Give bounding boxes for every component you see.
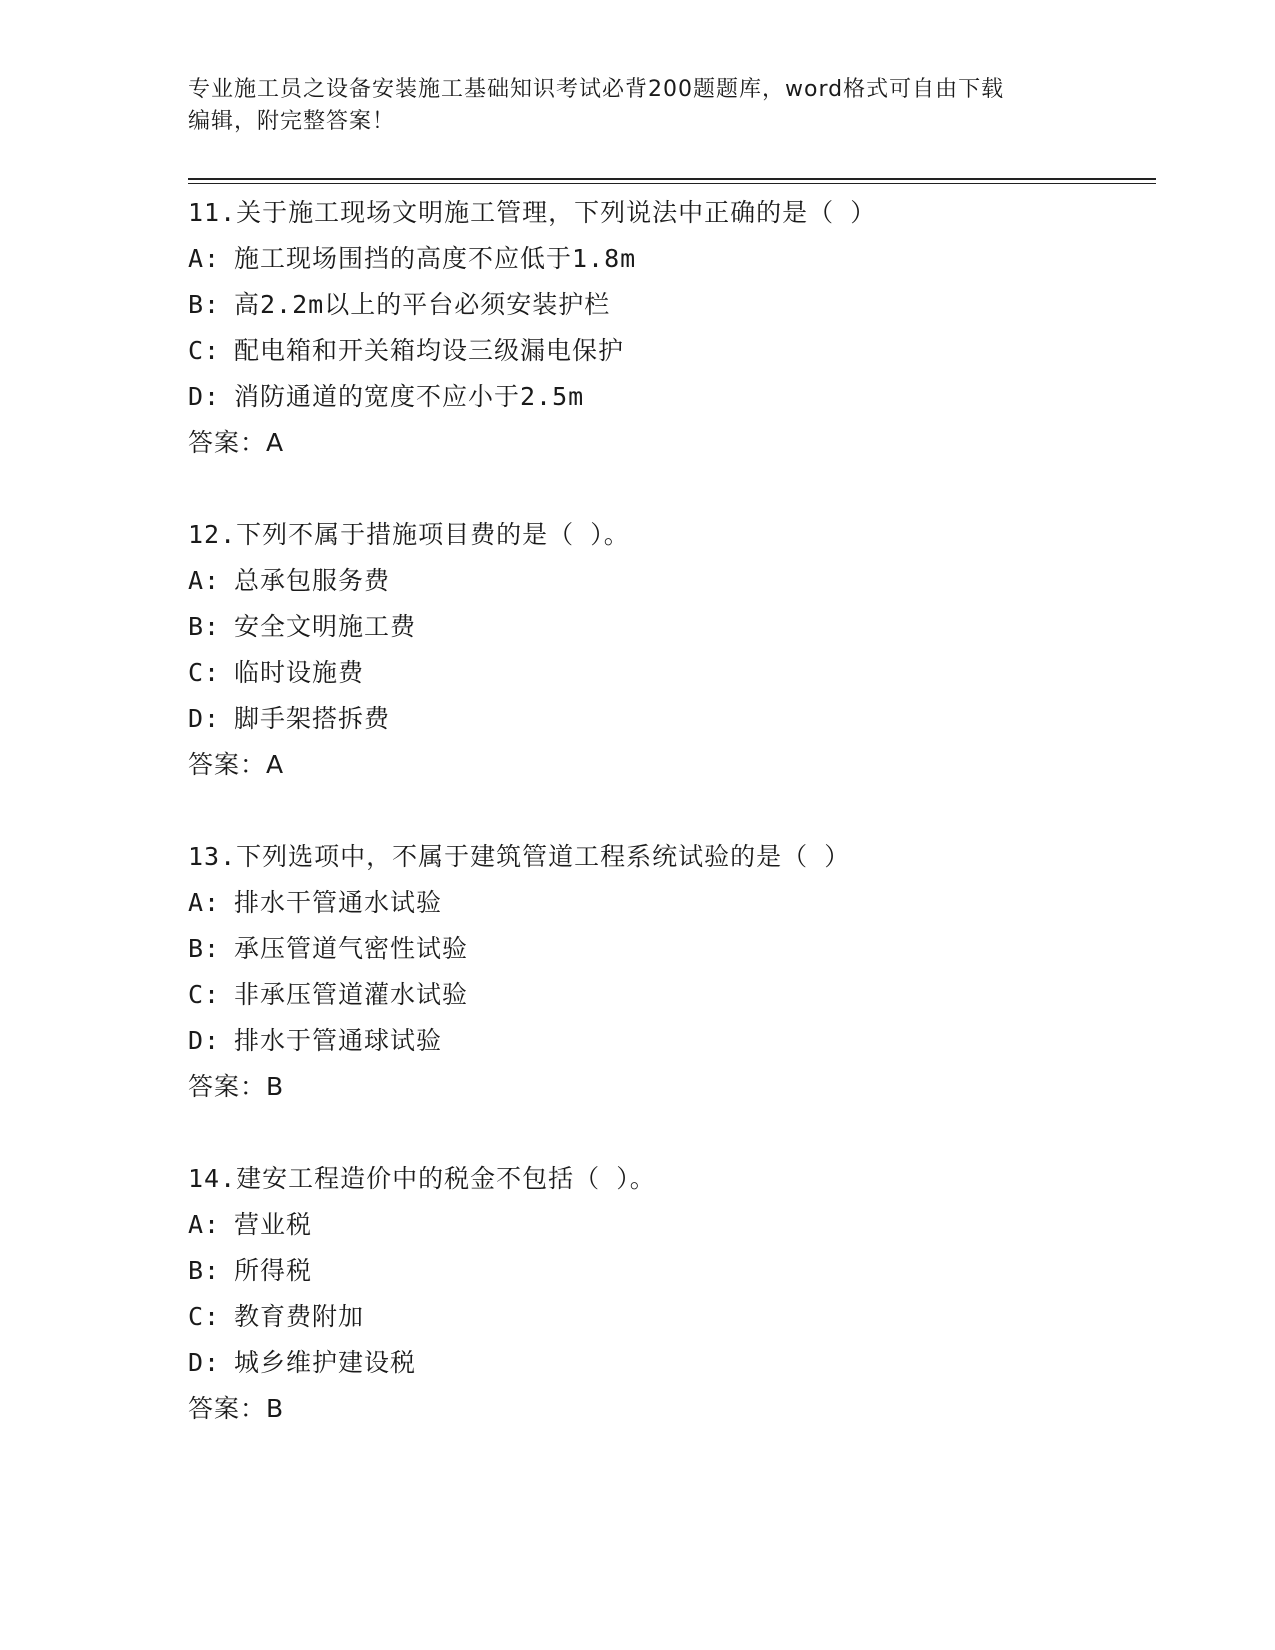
- option-text: 非承压管道灌水试验: [234, 980, 469, 1009]
- option-a: [188, 1202, 1148, 1248]
- option-letter: C:: [188, 1302, 221, 1331]
- option-text: 施工现场围挡的高度不应低于1.8m: [234, 244, 637, 273]
- answer-label: 答案：A: [188, 428, 285, 457]
- option-text: 教育费附加: [234, 1302, 365, 1331]
- option-d: [188, 374, 1148, 420]
- option-d: [188, 1018, 1148, 1064]
- option-c: [188, 972, 1148, 1018]
- option-b: [188, 926, 1148, 972]
- option-text: 城乡维护建设税: [234, 1348, 417, 1377]
- option-text: 配电箱和开关箱均设三级漏电保护: [234, 336, 625, 365]
- option-d: [188, 1340, 1148, 1386]
- option-b: [188, 604, 1148, 650]
- option-letter: C:: [188, 980, 221, 1009]
- header-line-2: 编辑，附完整答案！: [188, 109, 396, 134]
- header-divider: [188, 178, 1156, 180]
- option-letter: D:: [188, 704, 221, 733]
- option-text: 排水干管通水试验: [234, 888, 443, 917]
- question-13: [188, 834, 1148, 1110]
- option-letter: A:: [188, 888, 221, 917]
- option-letter: C:: [188, 658, 221, 687]
- question-stem: 11.关于施工现场文明施工管理，下列说法中正确的是（ ）: [188, 198, 877, 227]
- option-letter: C:: [188, 336, 221, 365]
- option-text: 脚手架搭拆费: [234, 704, 391, 733]
- answer-label: 答案：A: [188, 750, 285, 779]
- question-list: [188, 190, 1148, 1478]
- question-stem: 13.下列选项中，不属于建筑管道工程系统试验的是（ ）: [188, 842, 851, 871]
- option-letter: A:: [188, 566, 221, 595]
- header-divider-secondary: [188, 183, 1156, 184]
- question-11: [188, 190, 1148, 466]
- question-stem: 14.建安工程造价中的税金不包括（ ）。: [188, 1164, 656, 1193]
- answer-label: 答案：B: [188, 1394, 285, 1423]
- option-letter: B:: [188, 290, 221, 319]
- option-text: 所得税: [234, 1256, 313, 1285]
- option-text: 总承包服务费: [234, 566, 391, 595]
- question-14: [188, 1156, 1148, 1432]
- option-c: [188, 1294, 1148, 1340]
- document-header: [188, 74, 1088, 138]
- question-stem: 12.下列不属于措施项目费的是（ ）。: [188, 520, 630, 549]
- option-a: [188, 558, 1148, 604]
- option-d: [188, 696, 1148, 742]
- option-b: [188, 282, 1148, 328]
- option-letter: A:: [188, 244, 221, 273]
- option-b: [188, 1248, 1148, 1294]
- option-text: 消防通道的宽度不应小于2.5m: [234, 382, 585, 411]
- option-letter: B:: [188, 934, 221, 963]
- option-letter: B:: [188, 1256, 221, 1285]
- question-12: [188, 512, 1148, 788]
- option-letter: D:: [188, 382, 221, 411]
- option-letter: B:: [188, 612, 221, 641]
- option-c: [188, 328, 1148, 374]
- option-text: 营业税: [234, 1210, 313, 1239]
- option-c: [188, 650, 1148, 696]
- answer-label: 答案：B: [188, 1072, 285, 1101]
- option-a: [188, 236, 1148, 282]
- option-text: 安全文明施工费: [234, 612, 417, 641]
- option-text: 排水于管通球试验: [234, 1026, 443, 1055]
- option-text: 高2.2m以上的平台必须安装护栏: [234, 290, 611, 319]
- header-line-1: 专业施工员之设备安装施工基础知识考试必背200题题库，word格式可自由下载: [188, 77, 1005, 102]
- option-a: [188, 880, 1148, 926]
- option-letter: D:: [188, 1026, 221, 1055]
- option-text: 承压管道气密性试验: [234, 934, 469, 963]
- option-letter: A:: [188, 1210, 221, 1239]
- option-letter: D:: [188, 1348, 221, 1377]
- option-text: 临时设施费: [234, 658, 365, 687]
